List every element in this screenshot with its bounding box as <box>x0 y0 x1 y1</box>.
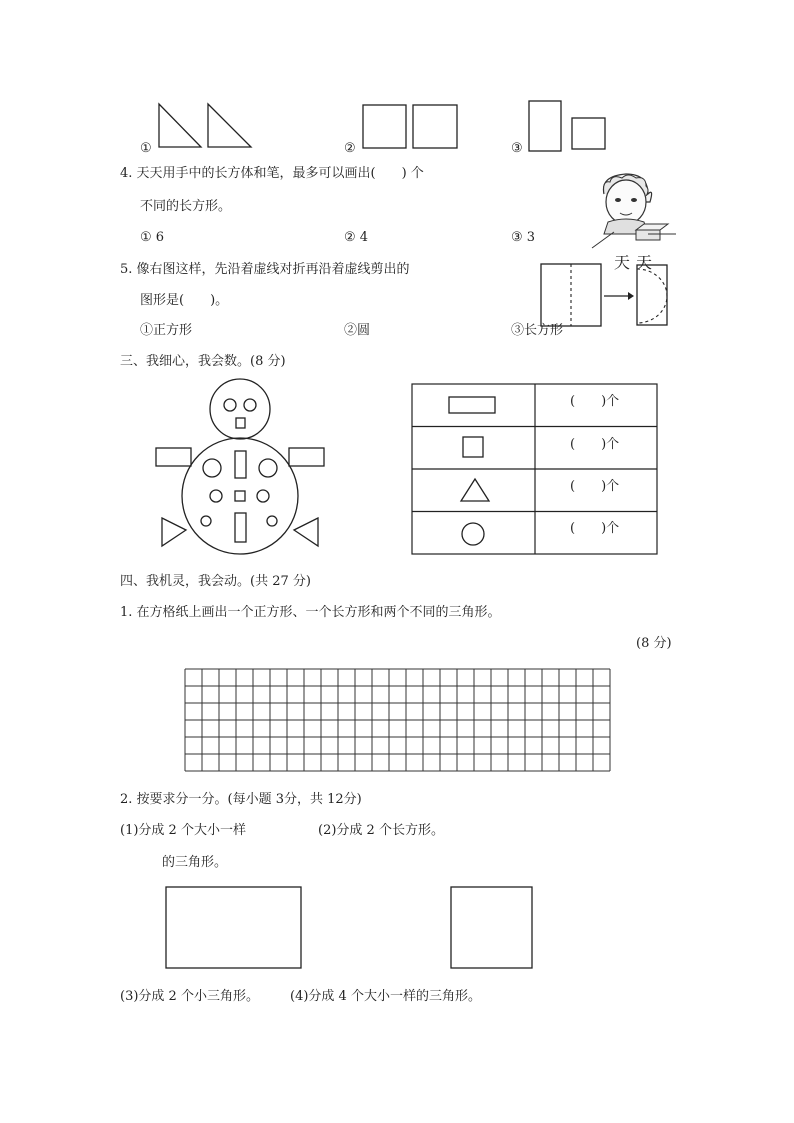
q3-option1-label[interactable]: ① <box>140 141 152 156</box>
s4-q1-score: (8 分) <box>636 636 672 651</box>
grid-paper[interactable] <box>184 668 612 774</box>
q3-option2-label[interactable]: ② <box>344 141 356 156</box>
q4-option3[interactable]: ③ 3 <box>511 230 536 245</box>
square-to-divide[interactable] <box>450 886 534 970</box>
s4-q2-sub3: (3)分成 2 个小三角形。 <box>120 989 259 1004</box>
s4-q2-sub4: (4)分成 4 个大小一样的三角形。 <box>290 989 481 1004</box>
circle-icon <box>460 521 486 547</box>
q5-fold-cut-figure <box>540 262 672 328</box>
q3-option2-squares <box>360 102 460 150</box>
s4-q1-text: 1. 在方格纸上画出一个正方形、一个长方形和两个不同的三角形。 <box>120 605 501 620</box>
count-answer-triangle[interactable]: ( )个 <box>570 479 620 494</box>
q4-question: 4. 天天用手中的长方体和笔，最多可以画出( ) 个 <box>120 166 424 181</box>
q5-option1[interactable]: ①正方形 <box>140 323 193 338</box>
q3-option1-triangles <box>155 100 255 150</box>
section4-title: 四、我机灵，我会动。(共 27 分) <box>120 574 311 589</box>
count-answer-square[interactable]: ( )个 <box>570 437 620 452</box>
q3-option3-rect-square <box>526 98 608 154</box>
tiantian-illustration <box>588 172 678 250</box>
q5-question: 5. 像右图这样，先沿着虚线对折再沿着虚线剪出的 <box>120 262 410 277</box>
s4-q2-sub2: (2)分成 2 个长方形。 <box>318 823 444 838</box>
square-icon <box>462 436 484 458</box>
tiantian-name: 天天 <box>614 253 659 272</box>
s4-q2-sub1-cont: 的三角形。 <box>162 855 228 870</box>
count-answer-rectangle[interactable]: ( )个 <box>570 394 620 409</box>
rectangle-to-divide[interactable] <box>165 886 303 970</box>
shape-robot-figure <box>150 378 330 558</box>
s4-q2-sub1: (1)分成 2 个大小一样 <box>120 823 246 838</box>
s4-q2-text: 2. 按要求分一分。(每小题 3分，共 12分) <box>120 792 362 807</box>
q5-question-cont: 图形是( )。 <box>140 293 229 308</box>
q3-option3-label[interactable]: ③ <box>511 141 523 156</box>
section3-title: 三、我细心，我会数。(8 分) <box>120 354 286 369</box>
rectangle-icon <box>448 396 496 414</box>
q5-option2[interactable]: ②圆 <box>344 323 371 338</box>
q5-option3[interactable]: ③长方形 <box>511 323 564 338</box>
q4-option2[interactable]: ② 4 <box>344 230 369 245</box>
q4-option1[interactable]: ① 6 <box>140 230 165 245</box>
triangle-icon <box>459 477 491 503</box>
count-answer-circle[interactable]: ( )个 <box>570 521 620 536</box>
q4-question-cont: 不同的长方形。 <box>140 199 232 214</box>
